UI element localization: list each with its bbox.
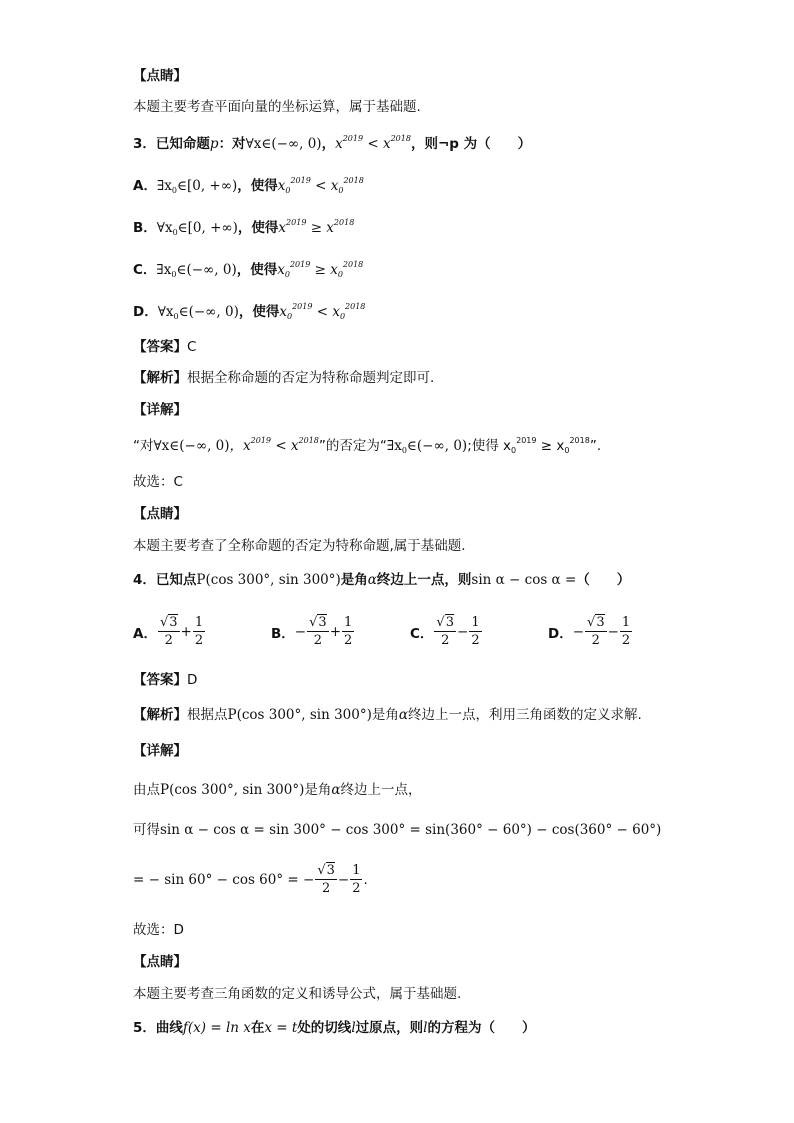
choose-4: 故选：D [133,922,184,938]
fraction: $\frac{1}{2}$ [471,615,480,648]
q4-option-d: D． − $\frac{√3}{2}$ − $\frac{1}{2}$ [548,615,631,648]
dianjing-tag-3: 【点睛】 [133,506,187,522]
q4-option-a: A． $\frac{√3}{2}$ + $\frac{1}{2}$ [133,615,204,648]
fraction: $\frac{√3}{2}$ [317,863,335,896]
option-d: D．$\forall x_0\in(-\infty$, 0)，使得$x_0^{2019} < x_0^{2018}$ [133,302,366,321]
detail-4-line3: = − sin 60° − cos 60° = − $\frac{√3}{2}$ − $\frac{1}{2}$ . [133,863,368,896]
summary-4: 本题主要考查三角函数的定义和诱导公式，属于基础题. [133,986,462,1002]
fraction: $\frac{√3}{2}$ [159,615,178,648]
answer-3: 【答案】C [133,339,197,355]
detail-4-line1: 由点P(cos 300°, sin 300°)是角α终边上一点， [133,782,422,798]
summary-text: 本题主要考查平面向量的坐标运算，属于基础题. [133,99,421,115]
option-b: B．$\forall x_0\in[0$, +∞)，使得$x^{2019} \ge x^{2018}$ [133,218,355,237]
fraction: $\frac{1}{2}$ [344,615,353,648]
detail-4-line2: 可得sin α − cos α = sin 300° − cos 300° = sin(360° − 60°) − cos(360° − 60°) [133,822,662,838]
option-c: C．$\exists x_0\in(-\infty$, 0)，使得$x_0^{2019} \ge x_0^{2018}$ [133,260,364,279]
fraction: $\frac{1}{2}$ [621,615,631,648]
fraction: $\frac{√3}{2}$ [587,615,605,648]
fraction: $\frac{1}{2}$ [194,615,204,648]
question-5-stem: 5．曲线f(x) = ln x在x = t处的切线l过原点，则l的方程为（ ） [133,1020,536,1036]
summary-3: 本题主要考查了全称命题的否定为特称命题,属于基础题. [133,538,466,554]
option-a: A．$\exists x_0\in[0$, +∞)，使得$x_0^{2019} < x_0^{2018}$ [133,176,364,195]
dianjing-tag-4: 【点睛】 [133,954,187,970]
dianjing-tag: 【点睛】 [133,68,187,84]
choose-3: 故选：C [133,474,183,490]
question-3-stem: 3．已知命题p：对∀x∈(−∞, 0)，$x^{2019} < x^{2018}$，则¬p 为（ ） [133,134,532,152]
detail-3: “对∀x∈(−∞, 0)，$x^{2019} < x^{2018}$”的否定为“$\exists x_0\in(-\infty$, 0);使得 $x_0^{2019} \ge x_0^{2018}$”. [133,436,602,455]
fraction: $\frac{√3}{2}$ [309,615,327,648]
fraction: $\frac{√3}{2}$ [436,615,454,648]
analysis-3: 【解析】根据全称命题的否定为特称命题判定即可. [133,370,435,386]
answer-4: 【答案】D [133,672,198,688]
detail-tag-3: 【详解】 [133,402,187,418]
fraction: $\frac{1}{2}$ [352,863,361,896]
question-4-stem: 4．已知点P(cos 300°, sin 300°)是角α终边上一点，则sin α − cos α =（ ） [133,572,631,588]
q4-option-b: B． − $\frac{√3}{2}$ + $\frac{1}{2}$ [271,615,353,648]
q4-option-c: C． $\frac{√3}{2}$ − $\frac{1}{2}$ [410,615,480,648]
detail-tag-4: 【详解】 [133,743,187,759]
analysis-4: 【解析】根据点P(cos 300°, sin 300°)是角α终边上一点，利用三角函数的定义求解. [133,707,642,723]
